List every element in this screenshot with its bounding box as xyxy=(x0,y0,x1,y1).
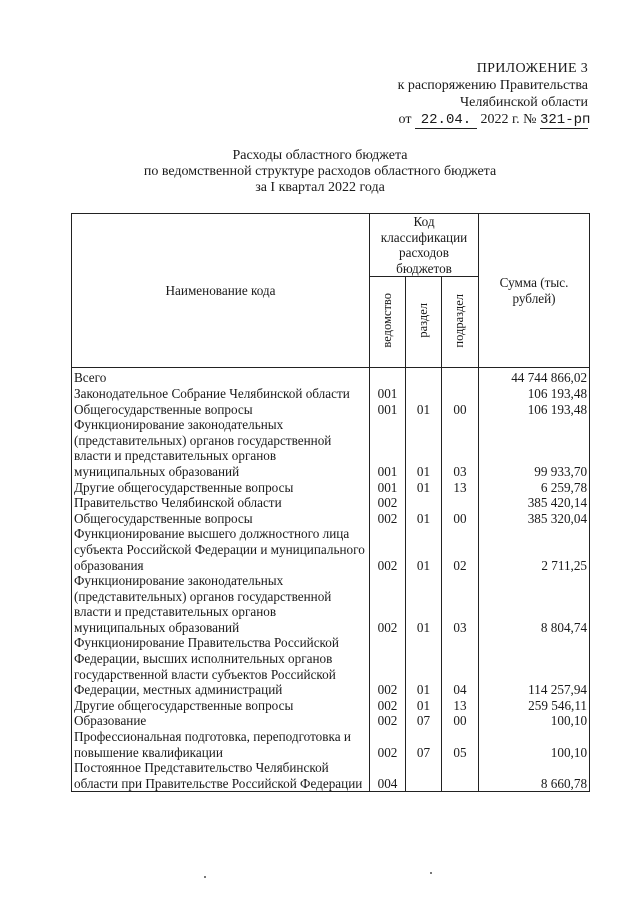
table-row xyxy=(72,760,590,792)
header-section xyxy=(406,277,442,368)
row-department-cell: 002 xyxy=(370,573,406,635)
row-department-cell xyxy=(370,368,406,386)
row-name-cell: Функционирование законодательных (представительных) органов государственной власти и представительных органов муниципальных образований xyxy=(72,417,370,479)
row-department-cell: 001 xyxy=(370,480,406,496)
heading-line-3: за I квартал 2022 года xyxy=(255,180,385,195)
order-year-label: 2022 г. № xyxy=(480,112,537,127)
row-department-cell: 002 xyxy=(370,526,406,573)
row-sum-cell: 114 257,94 xyxy=(479,635,590,697)
row-subsection-cell: 05 xyxy=(442,729,479,760)
row-section-cell: 07 xyxy=(406,713,442,729)
header-subsection-text: подраздел xyxy=(452,293,467,348)
row-section-cell: 01 xyxy=(406,635,442,697)
row-subsection-cell xyxy=(442,760,479,792)
table-row xyxy=(72,402,590,418)
row-sum-cell: 44 744 866,02 xyxy=(479,368,590,386)
row-section-cell: 01 xyxy=(406,402,442,418)
header-code-group: Код классификации расходов бюджетов xyxy=(370,214,479,277)
row-section-cell: 01 xyxy=(406,480,442,496)
table-row xyxy=(72,368,590,386)
header-subsection xyxy=(442,277,479,368)
table-row xyxy=(72,417,590,479)
row-subsection-cell xyxy=(442,386,479,402)
row-name-cell: Функционирование законодательных (представительных) органов государственной власти и представительных органов муниципальных образований xyxy=(72,573,370,635)
row-name-cell: Законодательное Собрание Челябинской области xyxy=(72,386,370,402)
row-sum-cell: 8 804,74 xyxy=(479,573,590,635)
table-row xyxy=(72,698,590,714)
row-sum-cell: 106 193,48 xyxy=(479,402,590,418)
row-department-cell: 002 xyxy=(370,698,406,714)
row-section-cell xyxy=(406,760,442,792)
row-section-cell: 01 xyxy=(406,417,442,479)
scan-dot xyxy=(430,872,432,874)
row-subsection-cell: 00 xyxy=(442,511,479,527)
table-row xyxy=(72,713,590,729)
table-body xyxy=(72,368,590,792)
row-name-cell: Всего xyxy=(72,368,370,386)
row-department-cell: 002 xyxy=(370,729,406,760)
row-sum-cell: 385 320,04 xyxy=(479,511,590,527)
row-subsection-cell: 03 xyxy=(442,417,479,479)
appendix-block xyxy=(397,60,591,129)
heading-line-1: Расходы областного бюджета xyxy=(232,148,408,163)
row-section-cell xyxy=(406,368,442,386)
row-department-cell: 002 xyxy=(370,713,406,729)
row-section-cell xyxy=(406,495,442,511)
budget-table xyxy=(71,213,590,792)
row-subsection-cell: 04 xyxy=(442,635,479,697)
row-department-cell: 002 xyxy=(370,495,406,511)
row-section-cell xyxy=(406,386,442,402)
row-department-cell: 001 xyxy=(370,386,406,402)
row-sum-cell: 100,10 xyxy=(479,729,590,760)
row-subsection-cell: 13 xyxy=(442,698,479,714)
row-name-cell: Другие общегосударственные вопросы xyxy=(72,698,370,714)
table-row xyxy=(72,480,590,496)
order-date: 22.04. xyxy=(415,113,477,129)
row-subsection-cell: 02 xyxy=(442,526,479,573)
appendix-title: ПРИЛОЖЕНИЕ 3 xyxy=(476,61,588,76)
header-name: Наименование кода xyxy=(72,214,370,368)
header-department-text: ведомство xyxy=(379,293,394,348)
appendix-line-1: к распоряжению Правительства xyxy=(397,78,588,93)
scan-dot xyxy=(204,876,206,878)
table-row xyxy=(72,573,590,635)
row-sum-cell: 6 259,78 xyxy=(479,480,590,496)
row-department-cell: 002 xyxy=(370,511,406,527)
row-department-cell: 001 xyxy=(370,417,406,479)
row-department-cell: 002 xyxy=(370,635,406,697)
document-heading xyxy=(0,148,640,196)
row-subsection-cell: 03 xyxy=(442,573,479,635)
row-name-cell: Профессиональная подготовка, переподготовка и повышение квалификации xyxy=(72,729,370,760)
row-sum-cell: 8 660,78 xyxy=(479,760,590,792)
row-name-cell: Общегосударственные вопросы xyxy=(72,511,370,527)
header-section-text: раздел xyxy=(415,303,430,338)
table-row xyxy=(72,386,590,402)
row-section-cell: 07 xyxy=(406,729,442,760)
table-row xyxy=(72,526,590,573)
row-section-cell: 01 xyxy=(406,573,442,635)
row-subsection-cell xyxy=(442,368,479,386)
appendix-line-2: Челябинской области xyxy=(460,95,588,110)
row-subsection-cell: 13 xyxy=(442,480,479,496)
row-subsection-cell: 00 xyxy=(442,713,479,729)
row-name-cell: Постоянное Представительство Челябинской области при Правительстве Российской Федерации xyxy=(72,760,370,792)
row-sum-cell: 106 193,48 xyxy=(479,386,590,402)
row-name-cell: Общегосударственные вопросы xyxy=(72,402,370,418)
table-row xyxy=(72,729,590,760)
row-sum-cell: 259 546,11 xyxy=(479,698,590,714)
row-name-cell: Другие общегосударственные вопросы xyxy=(72,480,370,496)
row-sum-cell: 385 420,14 xyxy=(479,495,590,511)
row-subsection-cell: 00 xyxy=(442,402,479,418)
header-sum: Сумма (тыс. рублей) xyxy=(479,214,590,368)
row-section-cell: 01 xyxy=(406,511,442,527)
row-name-cell: Функционирование Правительства Российской Федерации, высших исполнительных органов государственной власти субъектов Российской Федерации, местных администраций xyxy=(72,635,370,697)
row-name-cell: Образование xyxy=(72,713,370,729)
row-department-cell: 001 xyxy=(370,402,406,418)
header-department xyxy=(370,277,406,368)
table-row xyxy=(72,511,590,527)
table-row xyxy=(72,635,590,697)
row-section-cell: 01 xyxy=(406,698,442,714)
order-from-label: от xyxy=(398,112,412,127)
row-sum-cell: 99 933,70 xyxy=(479,417,590,479)
row-sum-cell: 100,10 xyxy=(479,713,590,729)
row-sum-cell: 2 711,25 xyxy=(479,526,590,573)
table-header-row xyxy=(72,214,590,277)
row-subsection-cell xyxy=(442,495,479,511)
table-row xyxy=(72,495,590,511)
row-name-cell: Правительство Челябинской области xyxy=(72,495,370,511)
order-number: 321-рп xyxy=(540,112,591,128)
order-line xyxy=(398,111,591,129)
heading-line-2: по ведомственной структуре расходов областного бюджета xyxy=(143,164,497,179)
row-department-cell: 004 xyxy=(370,760,406,792)
row-name-cell: Функционирование высшего должностного лица субъекта Российской Федерации и муниципального образования xyxy=(72,526,370,573)
row-section-cell: 01 xyxy=(406,526,442,573)
